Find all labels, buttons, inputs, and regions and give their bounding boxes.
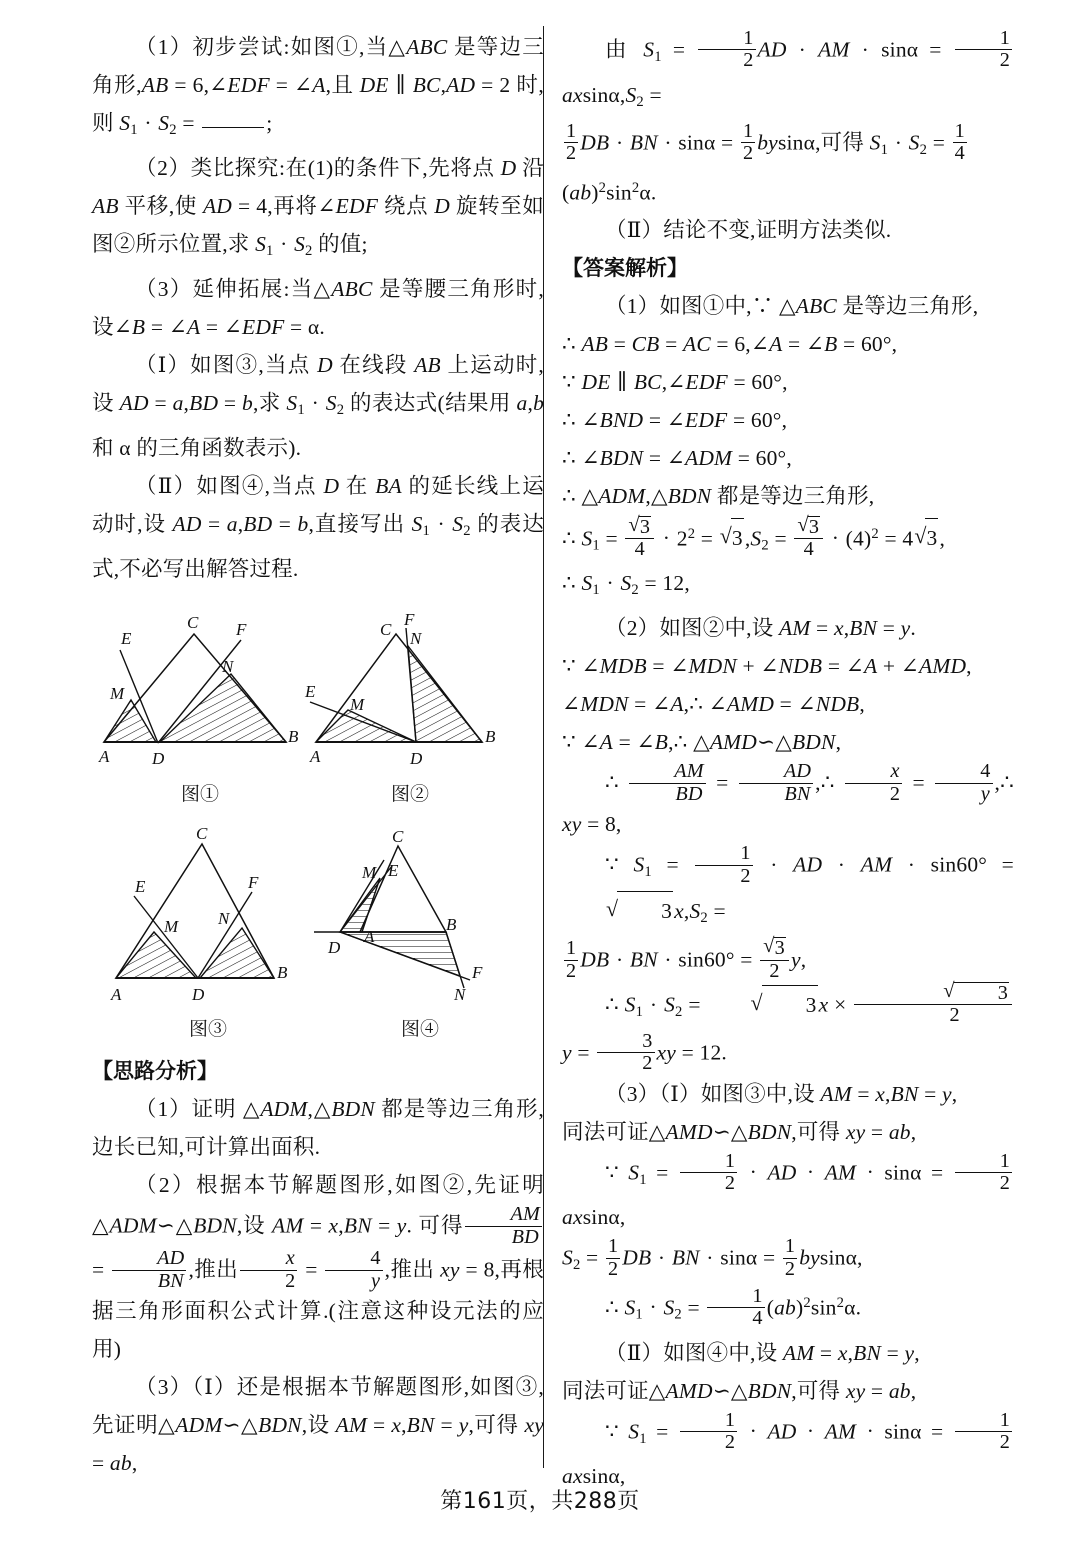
figure-4-label-B: B	[446, 915, 457, 935]
figure-1-label-A: A	[99, 747, 110, 767]
problem-item-2: （2）类比探究:在(1)的条件下,先将点 D 沿 AB 平移,使 AD = 4,再将∠EDF 绕点 D 旋转至如图②所示位置,求 $S_1 \cdot S_2$ 的值;	[92, 156, 544, 260]
figure-2-label-F: F	[404, 610, 415, 630]
figure-1-label-E: E	[121, 629, 132, 649]
analysis-item-1: （1）证明 △ADM,△BDN 都是等边三角形,边长已知,可计算出面积.	[92, 1097, 545, 1160]
answer-line-13: ∴ $\frac{AM}{BD}$ = $\frac{AD}{BN}$ ,∴ $\frac{x}{2}$ = $\frac{4}{y}$ ,∴ xy = 8,	[562, 760, 1014, 837]
frac-x-2: $\frac{x}{2}$	[240, 1248, 297, 1292]
derivation-line-3: $(ab)^2\sin^2\alpha$.	[562, 179, 657, 204]
figure-3-drawing	[102, 820, 314, 1012]
answer-line-1: （1）如图①中,∵ △ABC 是等边三角形,	[605, 293, 979, 318]
problem-item-3-I: （Ⅰ）如图③,当点 D 在线段 AB 上运动时,设 AD = a,BD = b,求 $S_1 \cdot S_2$ 的表达式(结果用 a,b 和 α 的三角函数表示).	[92, 353, 545, 461]
figure-3-label-A: A	[111, 985, 122, 1005]
analysis-item-2: （2）根据本节解题图形,如图②,先证明△ADM∽△BDN,设 AM = x,BN = y. 可得 $\frac{AM}{BD}$ = $\frac{AD}{BN}$ ,推出 $\frac{x}{2}$ = $\frac{4}{y}$ ,推出 xy = 8,再根据三角形面积公式计算.(注意这种设元法的应用)	[92, 1173, 544, 1361]
figure-1-label-N: N	[222, 657, 234, 677]
answer-line-3: ∵ DE ∥ BC,∠EDF = 60°,	[562, 369, 788, 394]
answer-line-15: $\frac{1}{2}$ DB · BN · sin60° = √ $\frac{3}{2}$ y,	[562, 937, 1014, 982]
figure-1-label-M: M	[110, 684, 125, 704]
frac-am-bd: $\frac{AM}{BD}$	[465, 1204, 542, 1248]
figure-3-label-B: B	[277, 963, 288, 983]
figure-4	[314, 820, 526, 1043]
derivation-line-1: 由 $S_1$ = $\frac{1}{2}$ AD · AM · sinα = $\frac{1}{2}$ $axsin\alpha,S_2$ =	[562, 27, 1011, 110]
answer-line-17: （3）（Ⅰ）如图③中,设 AM = x,BN = y,	[605, 1081, 958, 1106]
figure-4-label-C: C	[392, 827, 404, 847]
figure-3-label-E: E	[135, 877, 146, 897]
figure-1	[94, 602, 306, 808]
derivation-line-2: $\frac{1}{2}$ DB · BN · sinα = $\frac{1}{2}$ bysinα,可得 $S_1 \cdot S_2$ = $\frac{1}{4}$	[566, 119, 965, 165]
page-footer: 第161页，共288页	[440, 1489, 640, 1514]
figure-2-label-A: A	[310, 747, 321, 767]
answer-line-7: ∴ $S_1$ = √ $\frac{3}{4}$ · $2^2$ = √ $3,S_2$ = √ $\frac{3}{4}$ · $(4)^2 = 4$ √ 3,	[562, 515, 1014, 564]
answer-line-10: ∵ ∠MDB = ∠MDN + ∠NDB = ∠A + ∠AMD,	[562, 654, 972, 679]
analysis-item-3: （3）（Ⅰ）还是根据本节解题图形,如图③,先证明△ADM∽△BDN,设 AM = x,BN = y,可得 xy = ab,	[92, 1374, 544, 1475]
answer-line-16: ∴ $S_1 \cdot S_2$ = √ 3x × √ $\frac{3}{2}$ y = $\frac{3}{2}$ xy = 12.	[562, 982, 1014, 1075]
figure-4-label-D: D	[328, 938, 341, 958]
figure-4-label-M: M	[362, 863, 377, 883]
frac-4-y: $\frac{4}{y}$	[325, 1248, 382, 1292]
figure-3-label-C: C	[196, 824, 208, 844]
figure-3-label-F: F	[248, 873, 259, 893]
answer-line-6: ∴ △ADM,△BDN 都是等边三角形,	[562, 483, 875, 508]
problem-item-3-II: （Ⅱ）如图④,当点 D 在 BA 的延长线上运动时,设 AD = a,BD = b,直接写出 $S_1 \cdot S_2$ 的表达式,不必写出解答过程.	[92, 474, 544, 582]
figure-2-label-N: N	[410, 629, 422, 649]
figure-2-label-B: B	[485, 727, 496, 747]
answer-line-21: ∴ $S_1 \cdot S_2$ = $\frac{1}{4}$ $(ab)^2\sin^2\alpha$.	[605, 1284, 862, 1330]
figure-3	[102, 820, 314, 1043]
figure-3-label-N: N	[218, 909, 230, 929]
answer-line-12: ∵ ∠A = ∠B,∴ △AMD∽△BDN,	[562, 730, 842, 755]
problem-item-3: （3）延伸拓展:当△ABC 是等腰三角形时,设∠B = ∠A = ∠EDF = α.	[92, 277, 544, 340]
answer-line-24: ∵ $S_1$ = $\frac{1}{2}$ · AD · AM · sinα = $\frac{1}{2}$ axsinα,	[562, 1408, 1010, 1489]
answer-line-14: ∵ $S_1$ = $\frac{1}{2}$ · AD · AM · sin60° = √ $3x,S_2$ =	[562, 843, 1014, 937]
figure-2-caption: 图②	[390, 784, 429, 806]
answer-line-20: $S_2$ = $\frac{1}{2}$ DB · BN · sinα = $\frac{1}{2}$ bysinα,	[562, 1235, 863, 1280]
figure-4-label-F: F	[472, 963, 483, 983]
derivation-line-4: （Ⅱ）结论不变,证明方法类似.	[605, 217, 892, 242]
answer-line-11: ∠MDN = ∠A,∴ ∠AMD = ∠NDB,	[562, 692, 865, 717]
figure-4-label-A: A	[364, 927, 375, 947]
problem-item-1: （1）初步尝试:如图①,当△ABC 是等边三角形,AB = 6,∠EDF = ∠A,且 DE ∥ BC,AD = 2 时,则 $S_1 \cdot S_2$ = ;	[92, 35, 544, 139]
figure-2-label-E: E	[305, 682, 316, 702]
figure-2-label-D: D	[410, 749, 423, 769]
figure-1-label-F: F	[236, 620, 247, 640]
analysis-heading: 【思路分析】	[92, 1059, 218, 1084]
figure-4-label-N: N	[454, 985, 466, 1005]
frac-ad-bn: $\frac{AD}{BN}$	[112, 1248, 186, 1292]
figure-1-label-C: C	[187, 613, 199, 633]
answer-line-4: ∴ ∠BND = ∠EDF = 60°,	[562, 407, 788, 432]
figure-4-drawing	[314, 820, 526, 1012]
figure-4-caption: 图④	[400, 1019, 439, 1041]
figure-1-label-B: B	[288, 727, 299, 747]
left-column	[92, 28, 544, 1482]
answer-blank	[202, 127, 264, 128]
figure-row-2	[92, 820, 544, 1052]
figure-2-drawing	[304, 602, 516, 777]
figure-3-label-M: M	[164, 917, 179, 937]
figure-4-label-E: E	[388, 861, 399, 881]
right-column	[562, 28, 1014, 1495]
answer-line-18: 同法可证△AMD∽△BDN,可得 xy = ab,	[562, 1119, 917, 1144]
figure-2	[304, 602, 516, 808]
answer-line-5: ∴ ∠BDN = ∠ADM = 60°,	[562, 445, 792, 470]
figure-3-label-D: D	[192, 985, 205, 1005]
figure-1-label-D: D	[152, 749, 165, 769]
figure-1-caption: 图①	[180, 784, 219, 806]
answer-line-9: （2）如图②中,设 AM = x,BN = y.	[605, 616, 916, 641]
answer-line-22: （Ⅱ）如图④中,设 AM = x,BN = y,	[605, 1340, 920, 1365]
figure-3-caption: 图③	[188, 1019, 227, 1041]
answer-line-2: ∴ AB = CB = AC = 6,∠A = ∠B = 60°,	[562, 331, 898, 356]
figure-2-label-M: M	[350, 695, 365, 715]
figure-1-drawing	[94, 602, 306, 777]
answer-line-23: 同法可证△AMD∽△BDN,可得 xy = ab,	[562, 1378, 917, 1403]
figure-row-1	[92, 602, 544, 820]
figure-2-label-C: C	[380, 620, 392, 640]
answer-line-8: ∴ $S_1 \cdot S_2 = 12$,	[562, 571, 690, 599]
answer-heading: 【答案解析】	[562, 255, 688, 280]
answer-line-19: ∵ $S_1$ = $\frac{1}{2}$ · AD · AM · sinα = $\frac{1}{2}$ axsinα,	[562, 1149, 1010, 1230]
